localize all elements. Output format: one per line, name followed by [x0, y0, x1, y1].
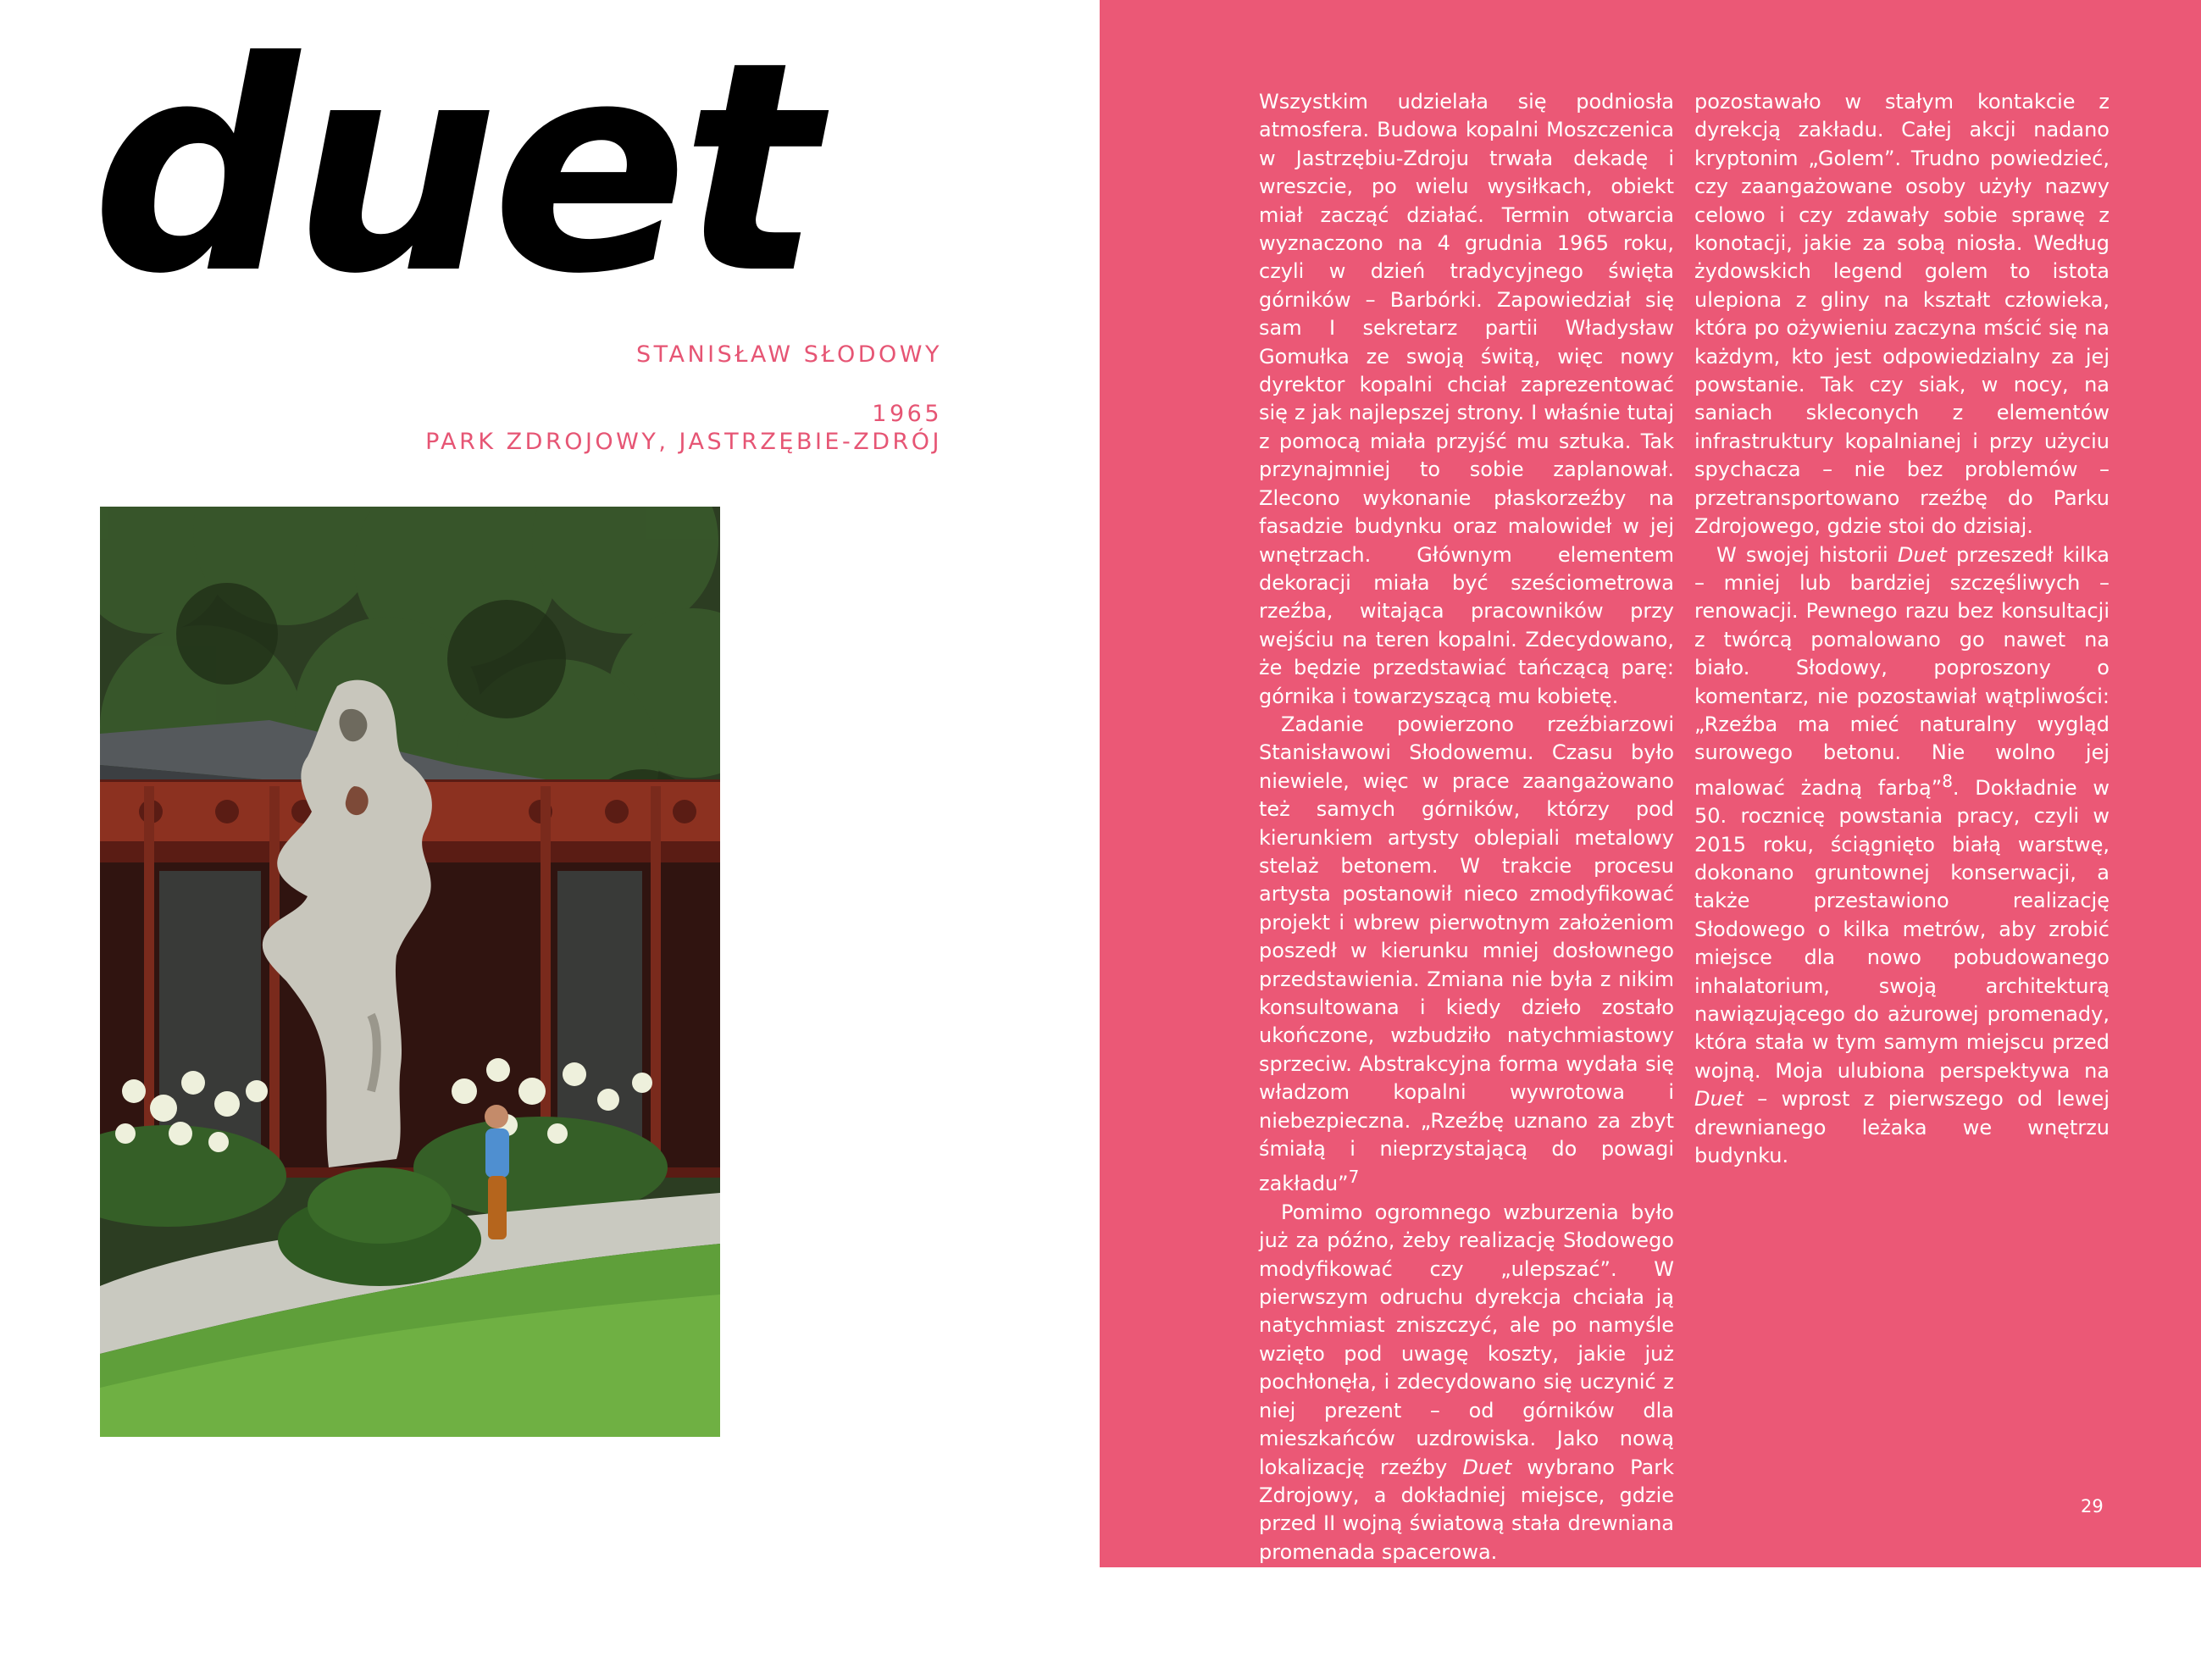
- artwork-location: PARK ZDROJOWY, JASTRZĘBIE-ZDRÓJ: [425, 429, 942, 455]
- paragraph-text: W swojej historii: [1716, 542, 1898, 567]
- artwork-year: 1965: [872, 401, 942, 427]
- text-column-2: [1694, 88, 2110, 1170]
- paragraph-text: przeszedł kilka – mniej lub bardziej szczęśliwych – renowacji. Pewnego razu bez konsultacji z twórcą pomalowano go nawet na biało. Słodowy, poproszony o komentarz, nie pozostawiał wątpliwości: „Rzeźba ma mieć naturalny wygląd surowego betonu. Nie wolno jej malować żadną farbą”: [1694, 542, 2110, 800]
- footnote-ref: 8: [1942, 770, 1953, 791]
- paragraph-text: . Dokładnie w 50. rocznicę powstania pracy, czyli w 2015 roku, ściągnięto białą warstwę, dokonano gruntownej konserwacji, a także przestawiono realizację Słodowego o kilka metrów, aby zrobić miejsce dla nowo pobudowanego inhalatorium, swoją architekturą nawiązującego do ażurowej promenady, która stała w tym samym miejscu przed wojną. Moja ulubiona perspektywa na: [1694, 775, 2110, 1083]
- paragraph-text: Zadanie powierzono rzeźbiarzowi Stanisławowi Słodowemu. Czasu było niewiele, więc w prace zaangażowano też samych górników, którzy pod kierunkiem artysty oblepiali metalowy stelaż betonem. W trakcie procesu artysta postanowił nieco zmodyfikować projekt i wbrew pierwotnym założeniom poszedł w kierunku mniej dosłownego przedstawienia. Zmiana nie była z nikim konsultowana i kiedy dzieło zostało ukończone, wzbudziło natychmiastowy sprzeciw. Abstrakcyjna forma wydała się władzom kopalni wywrotowa i niebezpieczna. „Rzeźbę uznano za zbyt śmiałą i nieprzystającą do powagi zakładu”: [1259, 712, 1674, 1196]
- artwork-title-inline: Duet: [1694, 1087, 1744, 1112]
- artwork-title-inline: Duet: [1462, 1455, 1512, 1479]
- paragraph-text: – wprost z pierwszego od lewej drewnianego leżaka we wnętrzu budynku.: [1694, 1087, 2110, 1168]
- artwork-title-inline: Duet: [1897, 542, 1947, 567]
- paragraph: [1259, 1199, 1674, 1566]
- footnote-ref: 7: [1348, 1167, 1360, 1188]
- paragraph-text: Pomimo ogromnego wzburzenia było już za późno, żeby realizację Słodowego modyfikować czy „ulepszać”. W pierwszym odruchu dyrekcja chciała ją natychmiast zniszczyć, ale po namyśle wzięto pod uwagę koszty, jakie już pochłonęła, i zdecydowano się uczynić z niej prezent – od górników dla mieszkańców uzdrowiska. Jako nową lokalizację rzeźby: [1259, 1200, 1674, 1479]
- page-number: 29: [2081, 1496, 2104, 1516]
- artist-name: STANISŁAW SŁODOWY: [635, 341, 942, 368]
- paragraph: Wszystkim udzielała się podniosła atmosfera. Budowa kopalni Moszczenica w Jastrzębiu-Zdroju trwała dekadę i wreszcie, po wielu wysiłkach, obiekt miał zacząć działać. Termin otwarcia wyznaczono na 4 grudnia 1965 roku, czyli w dzień tradycyjnego święta górników – Barbórki. Zapowiedział się sam I sekretarz partii Władysław Gomułka ze swoją świtą, więc nowy dyrektor kopalni chciał zaprezentować się z jak najlepszej strony. I właśnie tutaj z pomocą miała przyjść mu sztuka. Tak przynajmniej to sobie zaplanował. Zlecono wykonanie płaskorzeźby na fasadzie budynku oraz malowideł w jej wnętrzach. Głównym elementem dekoracji miała być sześciometrowa rzeźba, witająca pracowników przy wejściu na teren kopalni. Zdecydowano, że będzie przedstawiać tańczącą parę: górnika i towarzyszącą mu kobietę.: [1259, 90, 1674, 708]
- paragraph: [1694, 541, 2110, 1171]
- sculpture-photo: [100, 507, 720, 1437]
- paragraph: pozostawało w stałym kontakcie z dyrekcją zakładu. Całej akcji nadano kryptonim „Golem”. Trudno powiedzieć, czy zaangażowane osoby użyły nazwy celowo i czy zdawały sobie sprawę z konotacji, jakie za sobą niosła. Według żydowskich legend golem to istota ulepiona z gliny na kształt człowieka, która po ożywieniu zaczyna mścić się na każdym, kto jest odpowiedzialny za jej powstanie. Tak czy siak, w nocy, na saniach skleconych z elementów infrastruktury kopalnianej i przy użyciu spychacza – nie bez problemów – przetransportowano rzeźbę do Parku Zdrojowego, gdzie stoi do dzisiaj.: [1694, 90, 2110, 539]
- left-page: [0, 0, 1100, 1567]
- paragraph: Sprawa była na tyle poważna, że zaangażowało się w nią nawet Ministerstwo Górnictwa. Do momentu ustawienia rzeźby w parku: [1259, 1568, 1674, 1677]
- article-title: duet: [91, 0, 813, 337]
- paragraph-text: wybrano Park Zdrojowy, a dokładniej miejsce, gdzie przed II wojną światową stała drewniana promenada spacerowa.: [1259, 1455, 1674, 1564]
- paragraph: [1259, 711, 1674, 1199]
- text-column-1: [1259, 88, 1674, 1680]
